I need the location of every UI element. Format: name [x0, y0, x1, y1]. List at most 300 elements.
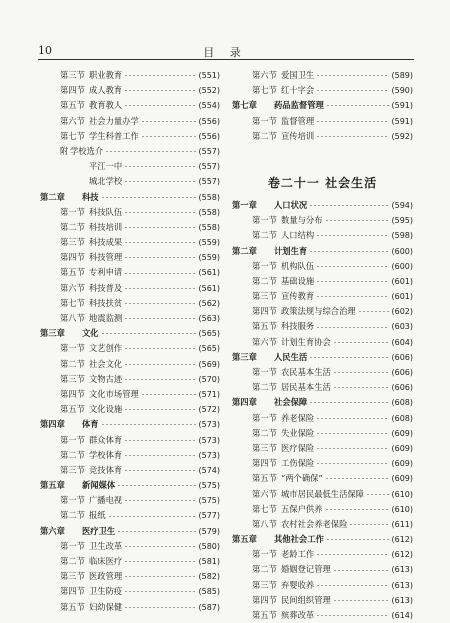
toc-section-entry[interactable] [40, 281, 220, 296]
dot-leader [316, 74, 389, 77]
dot-leader [124, 256, 196, 259]
toc-entry-page: (565) [198, 329, 220, 339]
dot-leader [333, 599, 390, 602]
toc-entry-label: 第四节 [252, 458, 277, 469]
toc-section-entry[interactable] [40, 129, 220, 144]
toc-chapter-entry[interactable] [40, 524, 220, 539]
toc-entry-label: 第八节 [252, 518, 277, 529]
toc-entry-title: 计划生育协会 [281, 336, 331, 347]
dot-leader [124, 499, 196, 502]
toc-entry-label: 第五章 [40, 480, 65, 491]
dot-leader [124, 226, 196, 229]
toc-entry-title: 城北学校 [89, 176, 123, 187]
dot-leader [316, 614, 389, 617]
toc-entry-label: 第一节 [60, 540, 85, 551]
toc-entry-page: (575) [198, 496, 220, 506]
toc-entry-page: (585) [198, 587, 220, 597]
toc-entry-page: (559) [198, 253, 220, 263]
dot-leader [325, 477, 390, 480]
toc-entry-title: 报纸 [89, 510, 106, 521]
toc-entry-page: (610) [391, 504, 413, 514]
toc-entry-title: 科技队伍 [89, 206, 123, 217]
toc-entry-label: 第二节 [60, 449, 85, 460]
toc-entry-page: (557) [198, 177, 220, 187]
toc-section-entry[interactable] [232, 593, 413, 608]
toc-entry-label: 第一节 [252, 260, 277, 271]
toc-entry-page: (608) [391, 413, 413, 423]
toc-entry-page: (574) [198, 465, 220, 475]
toc-entry-page: (558) [198, 222, 220, 232]
dot-leader [141, 120, 197, 123]
dot-leader [101, 196, 197, 199]
toc-chapter-entry[interactable] [232, 350, 413, 365]
toc-entry-title: 科技成果 [89, 237, 123, 248]
toc-entry-title: 文化 [82, 328, 99, 339]
toc-section-entry[interactable] [40, 159, 220, 174]
toc-chapter-entry[interactable] [232, 244, 413, 259]
toc-section-entry[interactable] [232, 487, 413, 502]
dot-leader [316, 553, 389, 556]
toc-entry-title: 文化市场管理 [89, 388, 139, 399]
dot-leader [124, 104, 196, 107]
toc-section-entry[interactable] [40, 448, 220, 463]
toc-section-entry[interactable] [40, 98, 220, 113]
toc-entry-title: 科技 [82, 191, 99, 202]
toc-entry-label: 第四章 [232, 397, 257, 408]
toc-entry-label: 第一节 [60, 434, 85, 445]
toc-entry-label: 第四章 [40, 419, 65, 430]
toc-section-entry[interactable] [232, 213, 413, 228]
dot-leader [316, 462, 389, 465]
toc-section-entry[interactable] [232, 456, 413, 471]
toc-entry-title: 文艺创作 [89, 343, 123, 354]
toc-entry-page: (600) [391, 261, 413, 271]
dot-leader [124, 545, 196, 548]
dot-leader [309, 250, 389, 253]
toc-entry-title: 社会文化 [89, 358, 123, 369]
toc-section-entry[interactable] [40, 144, 220, 159]
toc-entry-label: 附 [60, 145, 69, 156]
toc-entry-label: 第三节 [60, 70, 85, 80]
toc-entry-page: (609) [391, 428, 413, 438]
toc-entry-title: 数量与分布 [281, 215, 323, 226]
toc-entry-label: 第一节 [252, 367, 277, 377]
toc-entry-page: (556) [198, 131, 220, 141]
toc-entry-label: 第一章 [232, 199, 257, 210]
toc-section-entry[interactable] [232, 114, 413, 129]
toc-entry-title: 社会保障 [274, 397, 308, 408]
dot-leader [124, 287, 196, 290]
dot-leader [358, 310, 390, 313]
toc-chapter-entry[interactable] [40, 417, 220, 432]
toc-entry-title: 教育教人 [89, 100, 123, 111]
toc-section-entry[interactable] [40, 296, 220, 311]
toc-entry-label: 第七章 [232, 100, 257, 111]
toc-entry-page: (589) [391, 71, 413, 80]
toc-entry-title: 平江一中 [89, 161, 123, 172]
dot-leader [124, 454, 196, 457]
toc-entry-page: (598) [391, 231, 413, 241]
toc-entry-label: 第七节 [252, 503, 277, 514]
dot-leader [325, 508, 390, 511]
toc-section-entry[interactable] [232, 426, 413, 441]
toc-section-entry[interactable] [232, 517, 413, 532]
toc-entry-label: 第四节 [252, 306, 277, 317]
toc-section-entry[interactable] [232, 274, 413, 289]
toc-entry-title: 工伤保险 [281, 458, 315, 469]
dot-leader [124, 363, 196, 366]
dot-leader [316, 265, 389, 268]
dot-leader [124, 317, 196, 320]
dot-leader [316, 326, 389, 329]
header-rule [38, 59, 414, 60]
toc-section-entry[interactable] [40, 463, 220, 478]
toc-entry-page: (606) [391, 352, 413, 362]
toc-entry-label: 第六节 [252, 70, 277, 80]
toc-entry-label: 第三节 [60, 373, 85, 384]
toc-section-entry[interactable] [40, 235, 220, 250]
dot-leader [124, 302, 196, 305]
toc-entry-label: 第一节 [252, 412, 277, 423]
toc-entry-title: 计划生育 [274, 245, 308, 256]
dot-leader [124, 211, 196, 214]
toc-entry-label: 第七节 [60, 130, 85, 141]
toc-chapter-entry[interactable] [40, 326, 220, 341]
toc-entry-label: 第二章 [40, 191, 65, 202]
toc-entry-label: 第七节 [60, 297, 85, 308]
toc-entry-label: 第一节 [252, 215, 277, 226]
toc-section-entry[interactable] [40, 402, 220, 417]
toc-entry-title: 竞技体育 [89, 464, 123, 475]
toc-section-entry[interactable] [40, 584, 220, 599]
toc-entry-label: 第二节 [60, 358, 85, 369]
dot-leader [124, 165, 196, 168]
dot-leader [117, 530, 196, 533]
dot-leader [326, 538, 390, 541]
dot-leader [141, 393, 197, 396]
dot-leader [124, 606, 196, 609]
toc-entry-title: 老龄工作 [281, 549, 315, 560]
toc-entry-page: (612) [391, 550, 413, 560]
toc-entry-title: 学生科普工作 [89, 130, 139, 141]
dot-leader [309, 401, 389, 404]
toc-section-entry[interactable] [232, 68, 413, 83]
toc-section-entry[interactable] [40, 600, 220, 615]
toc-section-entry[interactable] [232, 380, 413, 395]
dot-leader [366, 493, 390, 496]
toc-section-entry[interactable] [232, 547, 413, 562]
toc-section-entry[interactable] [232, 83, 413, 98]
dot-leader [124, 408, 196, 411]
toc-entry-title: 文化设施 [89, 404, 123, 415]
toc-entry-label: 第一节 [252, 549, 277, 560]
toc-entry-title: 政策法规与综合治理 [281, 306, 356, 317]
toc-entry-title: 社会力量办学 [89, 115, 139, 126]
toc-entry-title: 婚姻登记管理 [281, 564, 331, 575]
toc-entry-label: 第三章 [40, 328, 65, 339]
toc-entry-title: 人口结构 [281, 230, 315, 241]
toc-entry-page: (594) [391, 200, 413, 210]
toc-entry-label: 第五节 [60, 404, 85, 415]
toc-entry-title: 殡葬改革 [281, 610, 315, 620]
toc-entry-label: 第五节 [60, 100, 85, 111]
toc-entry-label: 第六章 [40, 525, 65, 536]
toc-chapter-entry[interactable] [232, 395, 413, 410]
toc-section-entry[interactable] [232, 365, 413, 380]
toc-entry-title: 人口状况 [274, 199, 308, 210]
toc-entry-page: (563) [198, 314, 220, 323]
toc-entry-page: (590) [391, 86, 413, 96]
toc-entry-page: (609) [391, 459, 413, 469]
dot-leader [333, 341, 390, 344]
toc-entry-title: 学校选介 [70, 145, 104, 156]
toc-section-entry[interactable] [40, 357, 220, 372]
toc-entry-title: 医疗保险 [281, 442, 315, 453]
toc-entry-title: 科技服务 [281, 321, 315, 332]
toc-entry-title: 弃婴收养 [281, 579, 315, 590]
toc-entry-label: 第五节 [60, 601, 85, 612]
dot-leader [326, 104, 390, 107]
toc-section-entry[interactable] [40, 508, 220, 523]
toc-chapter-entry[interactable] [40, 190, 220, 205]
toc-entry-title: 新闻媒体 [82, 480, 116, 491]
toc-entry-label: 第六节 [60, 282, 85, 293]
toc-entry-page: (561) [198, 283, 220, 293]
toc-section-entry[interactable] [232, 502, 413, 517]
dot-leader [101, 423, 197, 426]
toc-right-column [232, 68, 413, 623]
toc-section-entry[interactable] [40, 569, 220, 584]
toc-entry-label: 第二节 [252, 382, 277, 393]
dot-leader [333, 386, 390, 389]
dot-leader [124, 89, 196, 92]
toc-entry-title: 居民基本生活 [281, 382, 331, 393]
toc-section-entry[interactable] [232, 304, 413, 319]
toc-section-entry[interactable] [40, 493, 220, 508]
toc-entry-page: (587) [198, 602, 220, 612]
toc-entry-title: 人民生活 [274, 351, 308, 362]
toc-entry-label: 第二节 [252, 275, 277, 286]
toc-section-entry[interactable] [232, 441, 413, 456]
dot-leader [316, 447, 389, 450]
toc-entry-page: (577) [198, 511, 220, 521]
toc-section-entry[interactable] [232, 289, 413, 304]
toc-entry-label: 第五节 [252, 321, 277, 332]
dot-leader [325, 219, 390, 222]
toc-entry-label: 第二章 [232, 245, 257, 256]
page-number: 10 [38, 44, 52, 57]
toc-entry-label: 第四节 [60, 388, 85, 399]
toc-section-entry[interactable] [40, 265, 220, 280]
toc-entry-title: 体育 [82, 419, 99, 430]
toc-entry-page: (551) [198, 71, 220, 80]
toc-section-entry[interactable] [40, 311, 220, 326]
toc-chapter-entry[interactable] [232, 98, 413, 113]
toc-entry-label: 第四节 [60, 85, 85, 96]
toc-entry-title: 广播电视 [89, 495, 123, 506]
toc-entry-page: (579) [198, 526, 220, 536]
toc-entry-title: 红十字会 [281, 85, 315, 96]
toc-section-entry[interactable] [40, 174, 220, 189]
toc-entry-title: 专利申请 [89, 267, 123, 278]
toc-entry-page: (591) [391, 101, 413, 111]
toc-section-entry[interactable] [40, 539, 220, 554]
toc-section-entry[interactable] [232, 562, 413, 577]
toc-entry-page: (603) [391, 322, 413, 332]
toc-entry-page: (558) [198, 192, 220, 202]
toc-section-entry[interactable] [232, 471, 413, 486]
toc-entry-label: 第四节 [60, 586, 85, 597]
dot-leader [316, 89, 389, 92]
toc-section-entry[interactable] [232, 259, 413, 274]
dot-leader [316, 135, 389, 138]
toc-section-entry[interactable] [232, 129, 413, 144]
toc-entry-title: 卫生改革 [89, 540, 123, 551]
toc-entry-label: 第六节 [60, 115, 85, 126]
dot-leader [124, 180, 196, 183]
toc-entry-page: (613) [391, 595, 413, 605]
dot-leader [316, 417, 389, 420]
dot-leader [316, 120, 389, 123]
toc-entry-label: 第八节 [60, 313, 85, 323]
toc-entry-title: 卫生防疫 [89, 586, 123, 597]
toc-entry-page: (591) [391, 116, 413, 126]
toc-section-entry[interactable] [40, 341, 220, 356]
toc-entry-page: (601) [391, 292, 413, 302]
toc-entry-page: (562) [198, 298, 220, 308]
toc-entry-label: 第四节 [60, 252, 85, 263]
toc-entry-page: (565) [198, 344, 220, 354]
toc-entry-label: 第三章 [232, 351, 257, 362]
toc-entry-label: 第二节 [252, 130, 277, 141]
toc-section-entry[interactable] [40, 220, 220, 235]
toc-section-entry[interactable] [40, 250, 220, 265]
toc-entry-title: 农民基本生活 [281, 367, 331, 377]
toc-entry-page: (609) [391, 474, 413, 484]
toc-entry-page: (600) [391, 246, 413, 256]
dot-leader [105, 150, 196, 153]
toc-section-entry[interactable] [40, 83, 220, 98]
toc-entry-page: (556) [198, 116, 220, 126]
dot-leader [309, 204, 389, 207]
toc-section-entry[interactable] [232, 578, 413, 593]
toc-entry-title: 临床医疗 [89, 556, 123, 566]
toc-entry-title: 医政管理 [89, 571, 123, 582]
toc-entry-label: 第二节 [252, 564, 277, 575]
toc-section-entry[interactable] [232, 608, 413, 623]
toc-entry-page: (575) [198, 481, 220, 491]
toc-entry-label: 第一节 [252, 115, 277, 126]
toc-entry-page: (610) [391, 489, 413, 499]
toc-entry-page: (554) [198, 101, 220, 111]
toc-entry-title: 科技普及 [89, 282, 123, 293]
toc-entry-title: 五保户供养 [281, 503, 323, 514]
toc-entry-label: 第二节 [60, 221, 85, 232]
toc-entry-label: 第三节 [252, 291, 277, 302]
toc-section-entry[interactable] [40, 68, 220, 83]
toc-entry-page: (608) [391, 398, 413, 408]
dot-leader [316, 295, 389, 298]
toc-section-entry[interactable] [40, 205, 220, 220]
toc-entry-page: (573) [198, 450, 220, 460]
toc-entry-title: 基础设施 [281, 275, 315, 286]
dot-leader [333, 371, 390, 374]
toc-entry-title: 学校体育 [89, 449, 123, 460]
toc-section-entry[interactable] [232, 335, 413, 350]
toc-entry-page: (557) [198, 162, 220, 172]
toc-chapter-entry[interactable] [232, 532, 413, 547]
toc-entry-label: 第二节 [252, 230, 277, 241]
toc-section-entry[interactable] [40, 433, 220, 448]
toc-chapter-entry[interactable] [232, 198, 413, 213]
dot-leader [124, 439, 196, 442]
spacer [232, 144, 413, 168]
toc-entry-label: 第三节 [60, 464, 85, 475]
toc-entry-label: 第一节 [60, 206, 85, 217]
toc-entry-title: 城市居民最低生活保障 [281, 488, 364, 499]
toc-entry-label: 第五节 [60, 267, 85, 278]
toc-entry-title: 机构队伍 [281, 260, 315, 271]
toc-section-entry[interactable] [232, 411, 413, 426]
toc-entry-title: 成人教育 [89, 85, 123, 96]
dot-leader [124, 590, 196, 593]
toc-entry-page: (604) [391, 337, 413, 347]
dot-leader [316, 432, 389, 435]
dot-leader [124, 74, 196, 77]
toc-entry-label: 第五节 [252, 610, 277, 620]
dot-leader [124, 241, 196, 244]
dot-leader [124, 560, 196, 563]
toc-entry-label: 第三节 [60, 237, 85, 248]
toc-entry-label: 第七节 [252, 85, 277, 96]
toc-entry-page: (571) [198, 389, 220, 399]
toc-entry-page: (613) [391, 580, 413, 590]
toc-entry-label: 第二节 [252, 427, 277, 438]
toc-entry-title: 农村社会养老保险 [281, 518, 348, 529]
toc-entry-page: (581) [198, 557, 220, 566]
toc-entry-title: 职业教育 [89, 70, 123, 80]
toc-entry-page: (592) [391, 131, 413, 141]
toc-entry-page: (582) [198, 572, 220, 582]
toc-chapter-entry[interactable] [40, 478, 220, 493]
toc-entry-title: 爱国卫生 [281, 70, 315, 80]
dot-leader [316, 280, 389, 283]
toc-entry-title: 药品监督管理 [274, 100, 324, 111]
toc-entry-page: (561) [198, 268, 220, 278]
toc-entry-page: (601) [391, 276, 413, 286]
toc-section-entry[interactable] [40, 554, 220, 569]
toc-entry-title: 科技扶贫 [89, 297, 123, 308]
toc-entry-page: (557) [198, 146, 220, 156]
toc-entry-label: 第二节 [60, 556, 85, 566]
toc-section-entry[interactable] [232, 319, 413, 334]
toc-entry-title: 妇幼保健 [89, 601, 123, 612]
toc-entry-page: (570) [198, 374, 220, 384]
toc-entry-title: 科技管理 [89, 252, 123, 263]
toc-entry-title: 民间组织管理 [281, 594, 331, 605]
toc-entry-label: 第二节 [60, 510, 85, 521]
toc-section-entry[interactable] [232, 228, 413, 243]
toc-section-entry[interactable] [40, 387, 220, 402]
toc-section-entry[interactable] [40, 114, 220, 129]
toc-entry-page: (609) [391, 443, 413, 453]
page-title: 目 录 [203, 46, 247, 59]
dot-leader [349, 523, 389, 526]
toc-entry-page: (558) [198, 207, 220, 217]
toc-section-entry[interactable] [40, 372, 220, 387]
toc-entry-page: (580) [198, 541, 220, 551]
dot-leader [124, 378, 196, 381]
